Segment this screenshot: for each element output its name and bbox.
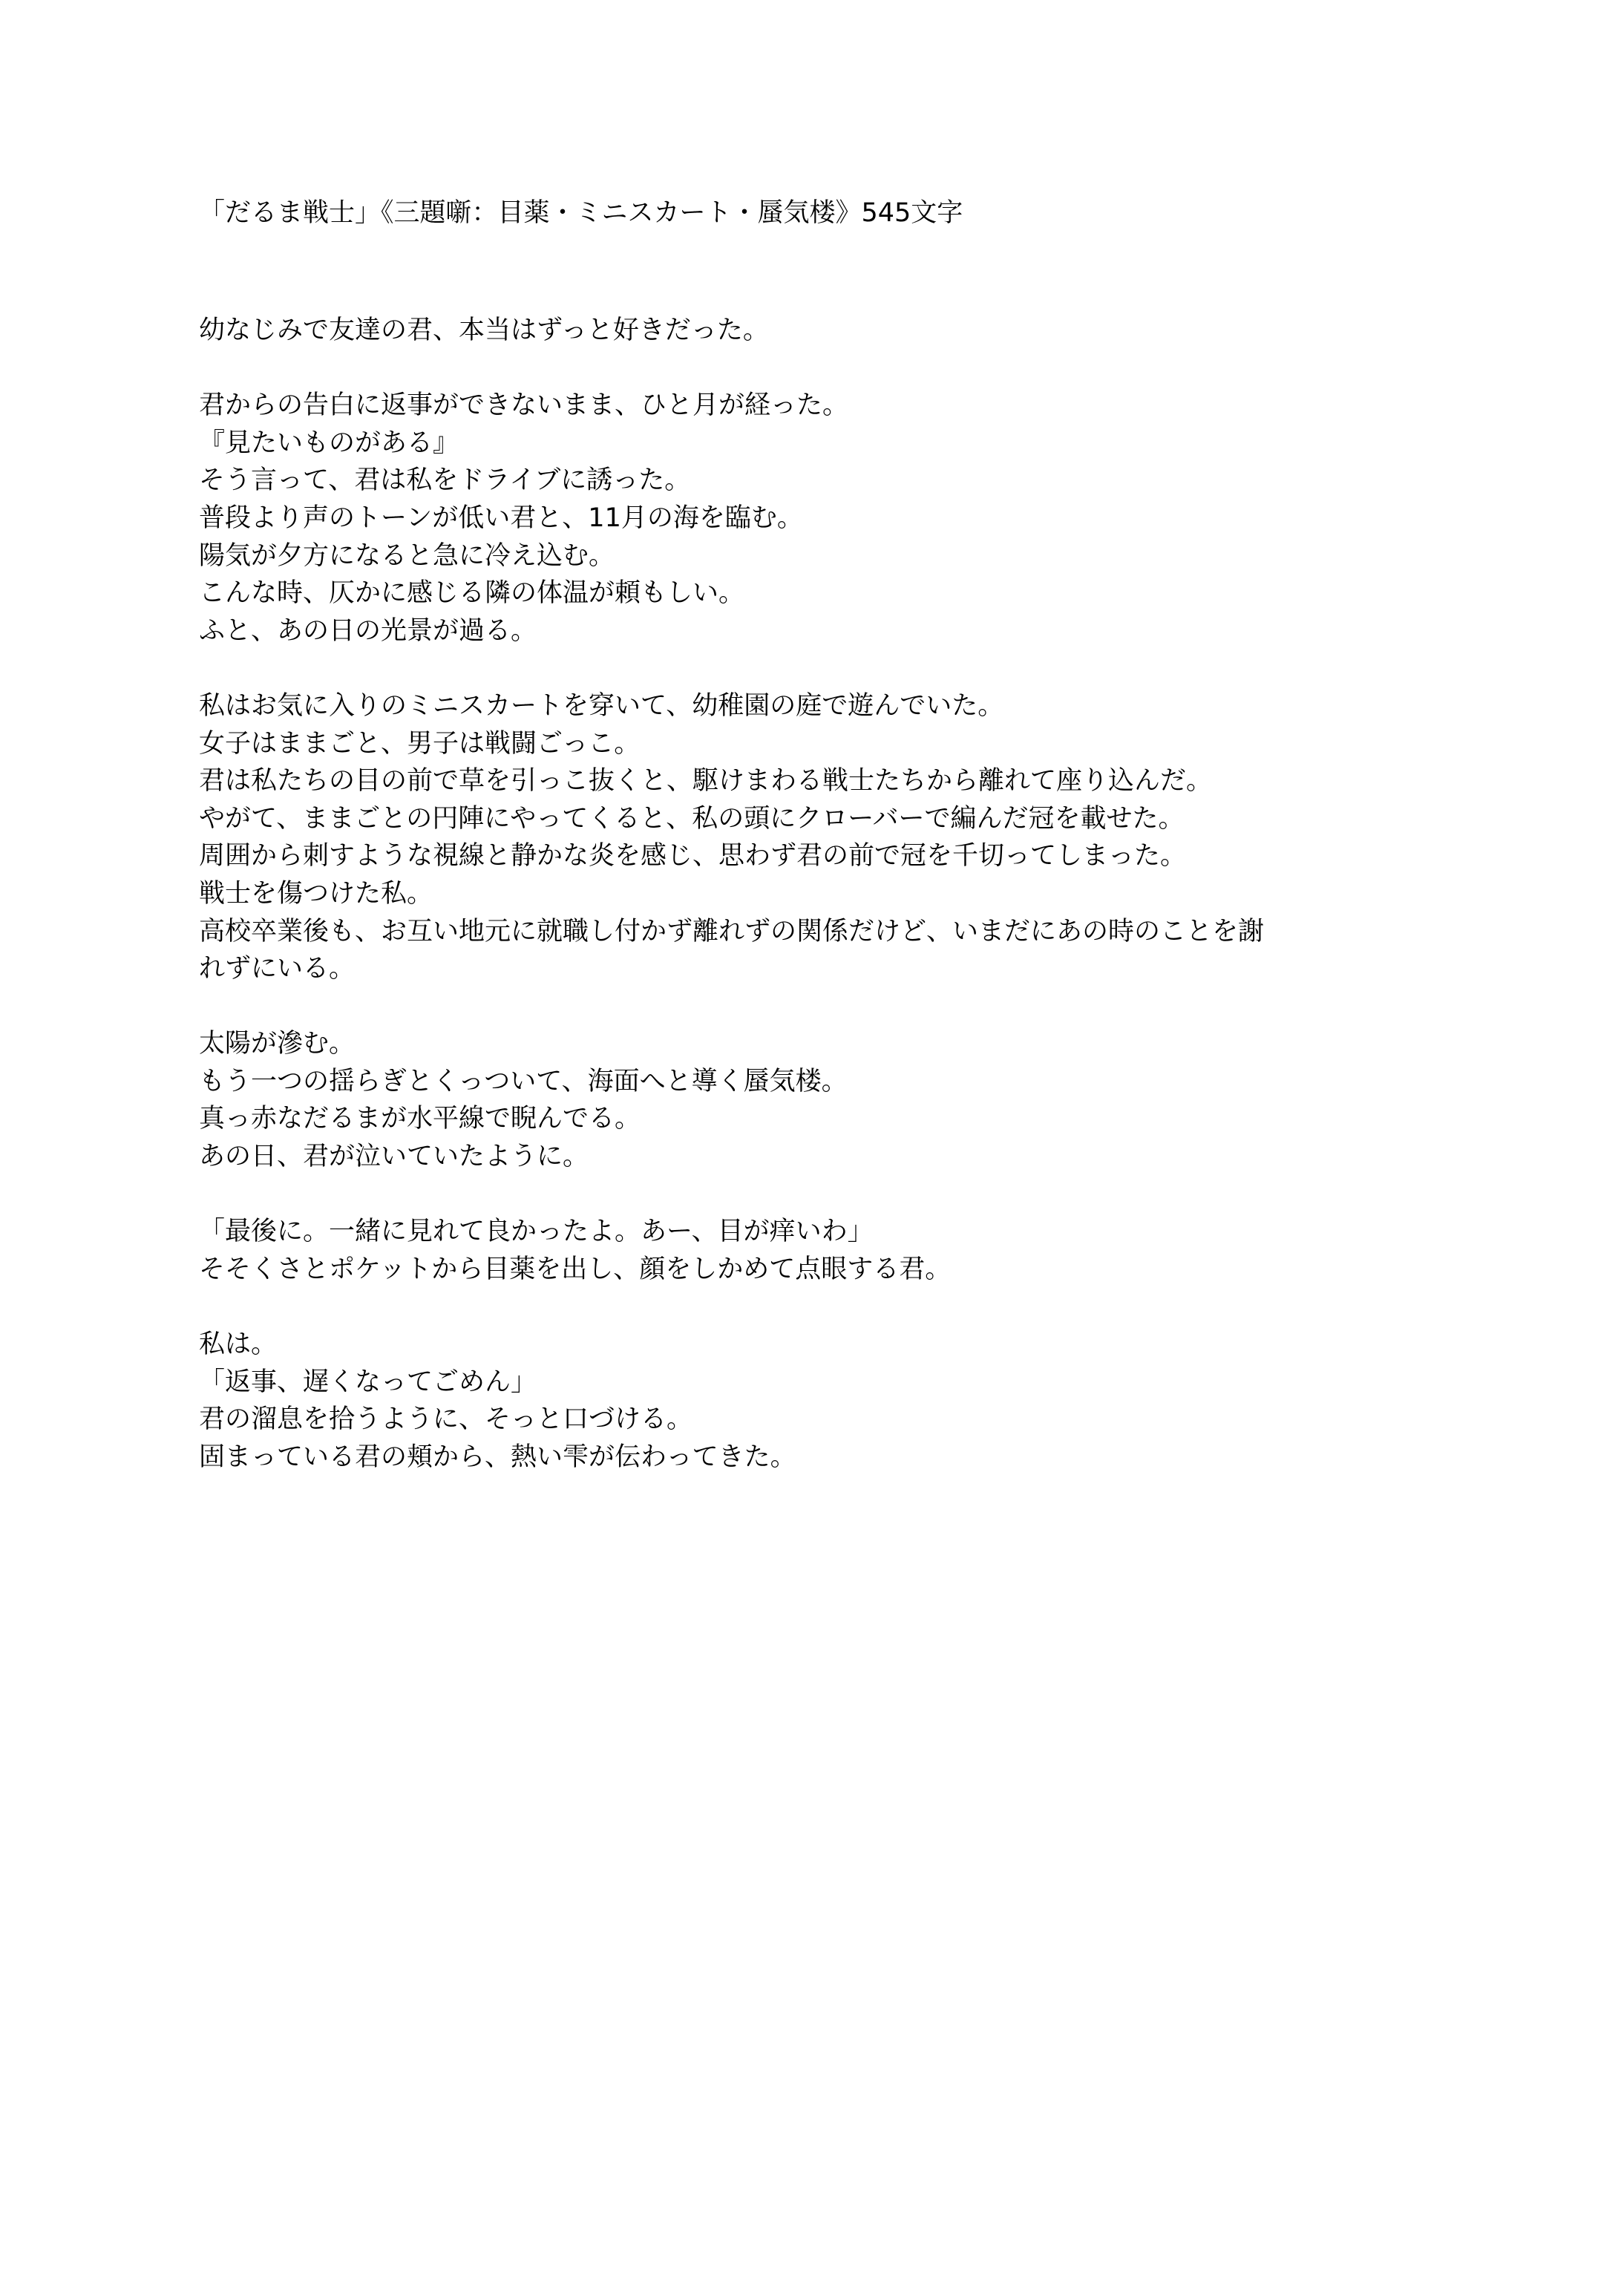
story-line: 太陽が滲む。 [199,1029,356,1059]
story-line: 周囲から刺すような視線と静かな炎を感じ、思わず君の前で冠を千切ってしまった。 [199,841,1187,871]
blank-line [199,650,1446,687]
story-line: 「返事、遅くなってごめん」 [199,1367,537,1397]
document-title: 「だるま戦士」《三題噺：目薬・ミニスカート・蜃気楼》545文字 [199,198,963,228]
story-line: 私はお気に入りのミニスカートを穿いて、幼稚園の庭で遊んでいた。 [199,690,1004,721]
story-line: あの日、君が泣いていたように。 [199,1142,589,1172]
story-line: 私は。 [199,1329,278,1360]
story-line: 真っ赤なだるまが水平線で睨んでる。 [199,1104,641,1134]
story-line: もう一つの揺らぎとくっついて、海面へと導く蜃気楼。 [199,1066,848,1096]
story-line: 「最後に。一緒に見れて良かったよ。あー、目が痒いわ」 [199,1217,874,1247]
story-line: 陽気が夕方になると急に冷え込む。 [199,540,615,571]
story-line: そそくさとポケットから目薬を出し、顔をしかめて点眼する君。 [199,1254,952,1284]
story-line: こんな時、仄かに感じる隣の体温が頼もしい。 [199,578,745,609]
story-line: 普段より声のトーンが低い君と、11月の海を臨む。 [199,503,803,533]
story-line: そう言って、君は私をドライブに誘った。 [199,465,691,496]
story-line: 固まっている君の頬から、熱い雫が伝わってきた。 [199,1442,796,1472]
story-line: 幼なじみで友達の君、本当はずっと好きだった。 [199,315,769,345]
story-line: ふと、あの日の光景が過る。 [199,615,537,646]
blank-line [199,350,1446,387]
story-line: 君は私たちの目の前で草を引っこ抜くと、駆けまわる戦士たちから離れて座り込んだ。 [199,766,1213,797]
story-line: 戦士を傷つけた私。 [199,878,433,909]
blank-line [199,1288,1446,1326]
story-line: れずにいる。 [199,954,356,984]
blank-line [199,1176,1446,1214]
story-line: 君からの告白に返事ができないまま、ひと月が経った。 [199,390,849,421]
blank-line [199,988,1446,1026]
story-body [199,312,1446,1476]
story-line: やがて、ままごとの円陣にやってくると、私の頭にクローバーで編んだ冠を載せた。 [199,803,1185,834]
story-line: 女子はままごと、男子は戦闘ごっこ。 [199,728,641,759]
story-line: 君の溜息を拾うように、そっと口づける。 [199,1404,693,1435]
story-line: 高校卒業後も、お互い地元に就職し付かず離れずの関係だけど、いまだにあの時のことを謝 [199,916,1265,946]
story-line: 『見たいものがある』 [199,428,459,458]
